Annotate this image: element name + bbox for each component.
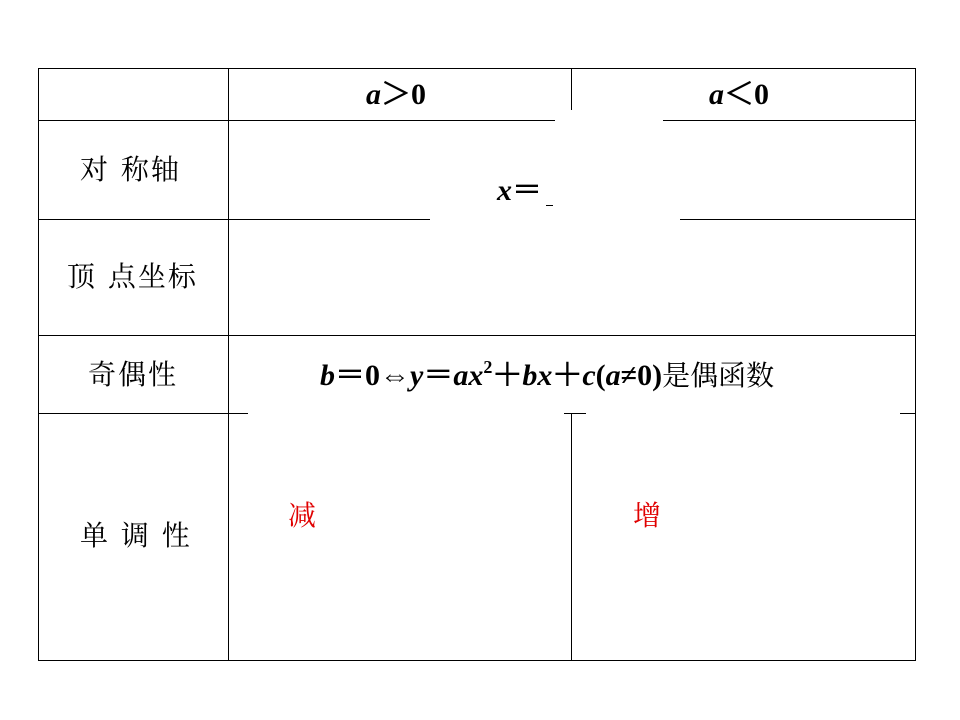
row-divider-4-gap-right: [586, 408, 900, 420]
parity-formula-tail: 是偶函数: [662, 359, 775, 392]
parity-formula: $b=0\Leftrightarrow y=ax^2+bx+c(a\ne 0)$是偶函数: [320, 357, 775, 392]
row-label-parity: 奇偶性: [88, 358, 179, 391]
row-divider-4-gap-left: [248, 408, 564, 420]
table-border-bottom: [38, 660, 916, 661]
table-border-left: [38, 68, 39, 661]
row-label-symmetry-axis: 对 称轴: [80, 153, 181, 186]
symmetry-axis-formula: x＝: [497, 174, 542, 207]
fraction-dash: [546, 205, 553, 206]
table-border-top: [38, 68, 916, 69]
row-label-vertex: 顶 点坐标: [67, 260, 198, 293]
column-divider-1: [228, 68, 229, 661]
header-a-positive: a＞0: [366, 78, 426, 111]
monotonicity-increasing: 增: [633, 499, 662, 532]
monotonicity-decreasing: 减: [288, 499, 317, 532]
row-divider-1: [38, 120, 916, 121]
column-divider-2-monotonicity: [571, 413, 572, 661]
row-divider-3: [38, 335, 916, 336]
table-border-right: [915, 68, 916, 661]
header-a-negative: a＜0: [709, 78, 769, 111]
row-label-monotonicity: 单 调 性: [80, 519, 192, 552]
row-divider-1-gap: [555, 110, 663, 130]
row-divider-2-gap: [430, 210, 680, 230]
